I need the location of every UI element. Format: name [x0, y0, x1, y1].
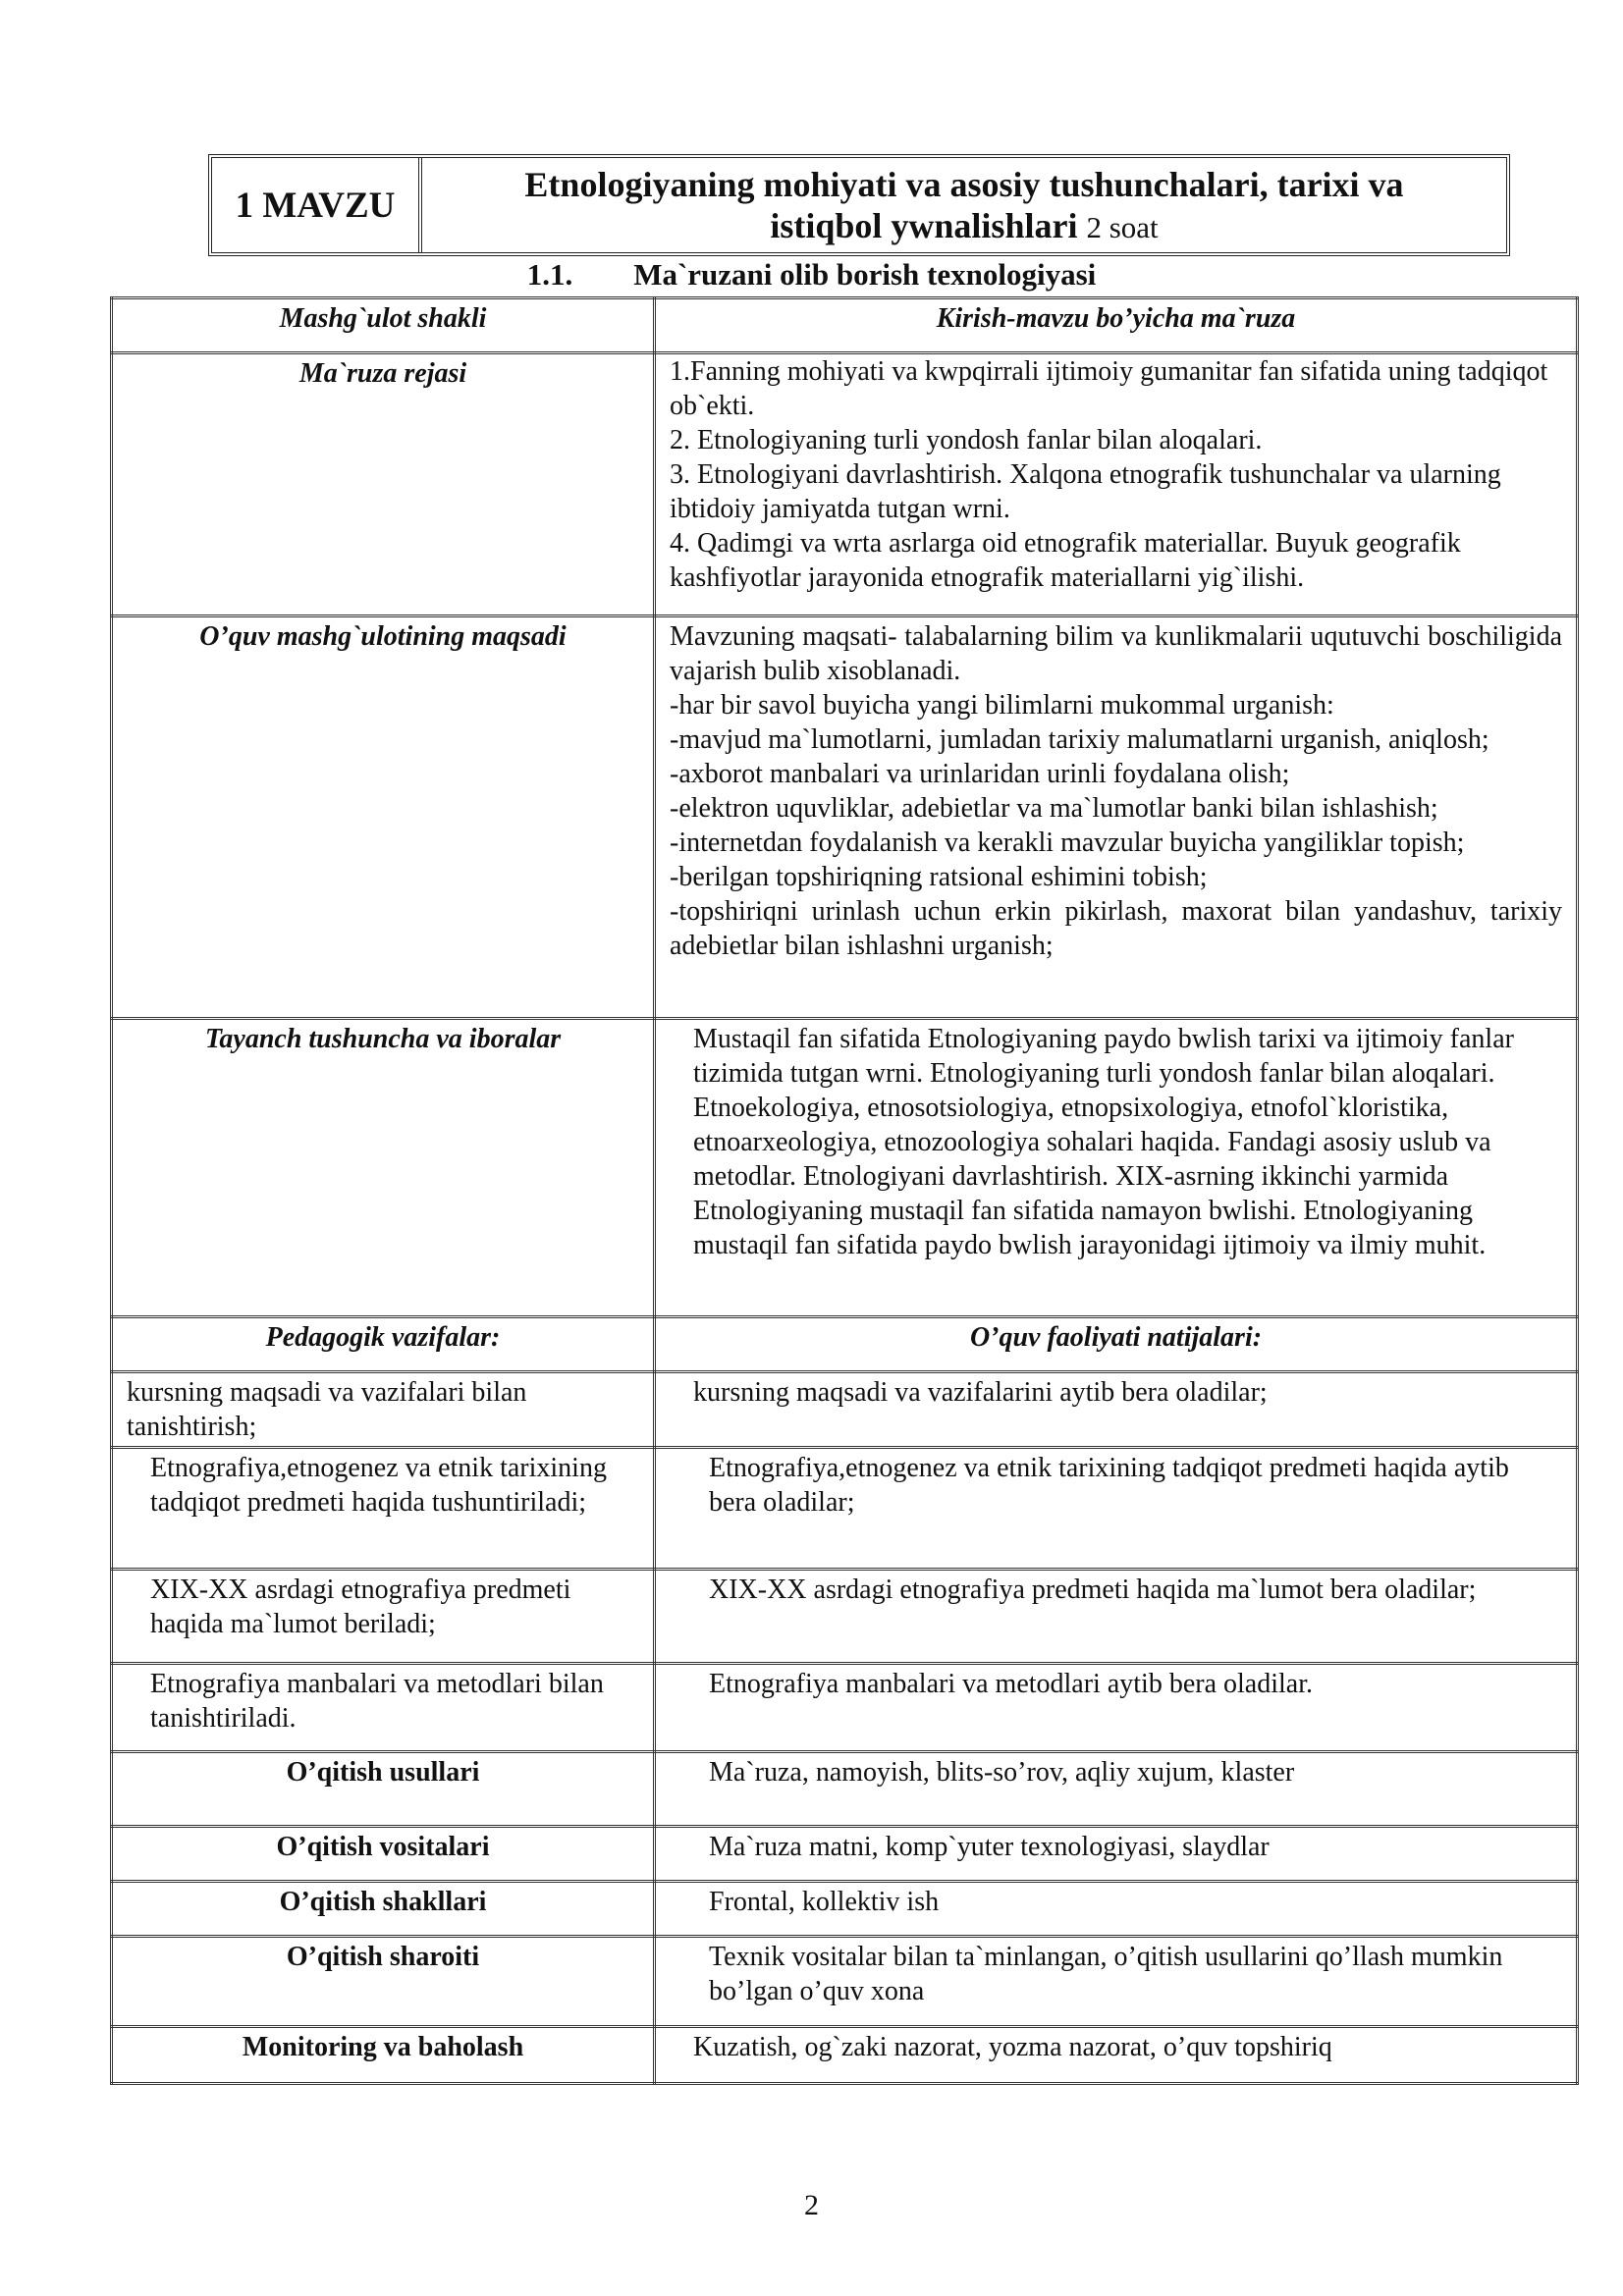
topic-hours: 2 soat	[1086, 210, 1159, 244]
learning-results-header: O’quv faoliyati natijalari:	[655, 1317, 1578, 1372]
topic-title	[422, 158, 1506, 252]
task-left: XIX-XX asrdagi etnografiya predmeti haqida ma`lumot beriladi;	[112, 1570, 655, 1664]
conditions-value: Texnik vositalar bilan ta`minlangan, o’qitish usullarini qo’llash mumkin bo’lgan o’quv xona	[655, 1937, 1578, 2027]
plan-item: 1.Fanning mohiyati va kwpqirrali ijtimoiy gumanitar fan sifatida uning tadqiqot ob`ekti.	[670, 356, 1548, 421]
monitoring-value: Kuzatish, og`zaki nazorat, yozma nazorat, o’quv topshiriq	[655, 2027, 1578, 2084]
task-left: kursning maqsadi va vazifalari bilan tanishtirish;	[112, 1372, 655, 1448]
forms-label: O’qitish shakllari	[112, 1882, 655, 1937]
methods-row	[112, 1752, 1578, 1827]
topic-title-line1: Etnologiyaning mohiyati va asosiy tushunchalari, tarixi va	[524, 165, 1404, 204]
goal-item: -axborot manbalari va urinlaridan urinli foydalana olish;	[670, 759, 1290, 789]
section-heading: Ma`ruzani olib borish texnologiyasi	[633, 257, 1097, 292]
goal-item: Mavzuning maqsati- talabalarning bilim va kunlikmalarii uqutuvchi boschiligida vajarish bulib xisoblanadi.	[670, 621, 1562, 686]
goal-item: -har bir savol buyicha yangi bilimlarni mukommal urganish:	[670, 690, 1334, 721]
goal-item: -internetdan foydalanish va kerakli mavzular buyicha yangiliklar topish;	[670, 828, 1465, 858]
means-label: O’qitish vositalari	[112, 1827, 655, 1882]
plan-item: 4. Qadimgi va wrta asrlarga oid etnografik materiallar. Buyuk geografik kashfiyotlar jarayonida etnografik materiallarni yig`ilishi.	[670, 528, 1461, 593]
header-form-label: Mashg`ulot shakli	[112, 298, 655, 353]
header-form-value: Kirish-mavzu bo’yicha ma`ruza	[655, 298, 1578, 353]
plan-row	[112, 353, 1578, 616]
plan-content	[655, 353, 1578, 616]
conditions-row	[112, 1937, 1578, 2027]
conditions-label: O’qitish sharoiti	[112, 1937, 655, 2027]
page-number: 2	[804, 2189, 819, 2221]
task-row	[112, 1664, 1578, 1752]
task-row	[112, 1448, 1578, 1570]
means-row	[112, 1827, 1578, 1882]
task-left: Etnografiya,etnogenez va etnik tarixining tadqiqot predmeti haqida tushuntiriladi;	[112, 1448, 655, 1570]
concepts-row	[112, 1019, 1578, 1317]
task-right: kursning maqsadi va vazifalarini aytib bera oladilar;	[655, 1372, 1578, 1448]
means-value: Ma`ruza matni, komp`yuter texnologiyasi, slaydlar	[655, 1827, 1578, 1882]
plan-item: 3. Etnologiyani davrlashtirish. Xalqona etnografik tushunchalar va ularning ibtidoiy jamiyatda tutgan wrni.	[670, 459, 1501, 524]
task-right: XIX-XX asrdagi etnografiya predmeti haqida ma`lumot bera oladilar;	[655, 1570, 1578, 1664]
goal-item: -topshiriqni urinlash uchun erkin pikirlash, maxorat bilan yandashuv, tarixiy adebietlar bilan ishlashni urganish;	[670, 896, 1562, 961]
monitoring-row	[112, 2027, 1578, 2084]
monitoring-label: Monitoring va baholash	[112, 2027, 655, 2084]
plan-item: 2. Etnologiyaning turli yondosh fanlar bilan aloqalari.	[670, 425, 1263, 455]
methods-label: O’qitish usullari	[112, 1752, 655, 1827]
forms-row	[112, 1882, 1578, 1937]
topic-title-line2: istiqbol ywnalishlari	[770, 206, 1078, 245]
task-row	[112, 1570, 1578, 1664]
section-number: 1.1.	[526, 257, 573, 292]
task-right: Etnografiya,etnogenez va etnik tarixining tadqiqot predmeti haqida aytib bera oladilar;	[655, 1448, 1578, 1570]
plan-label: Ma`ruza rejasi	[112, 353, 655, 616]
tasks-header-row	[112, 1317, 1578, 1372]
goal-item: -elektron uquvliklar, adebietlar va ma`lumotlar banki bilan ishlashish;	[670, 793, 1438, 824]
goal-label: O’quv mashg`ulotining maqsadi	[112, 616, 655, 1019]
table-header-row	[112, 298, 1578, 353]
goal-item: -berilgan topshiriqning ratsional eshimini tobish;	[670, 862, 1208, 892]
goal-content	[655, 616, 1578, 1019]
methods-value: Ma`ruza, namoyish, blits-so’rov, aqliy xujum, klaster	[655, 1752, 1578, 1827]
task-right: Etnografiya manbalari va metodlari aytib bera oladilar.	[655, 1664, 1578, 1752]
task-left: Etnografiya manbalari va metodlari bilan tanishtiriladi.	[112, 1664, 655, 1752]
section-title	[0, 257, 1623, 293]
topic-number: 1 MAVZU	[212, 158, 422, 252]
task-row	[112, 1372, 1578, 1448]
lecture-technology-table	[110, 296, 1579, 2085]
goal-item: -mavjud ma`lumotlarni, jumladan tarixiy malumatlarni urganish, aniqlosh;	[670, 724, 1489, 755]
topic-header-box	[208, 154, 1510, 256]
goal-row	[112, 616, 1578, 1019]
pedagogical-tasks-header: Pedagogik vazifalar:	[112, 1317, 655, 1372]
concepts-content: Mustaqil fan sifatida Etnologiyaning paydo bwlish tarixi va ijtimoiy fanlar tizimida tutgan wrni. Etnologiyaning turli yondosh fanlar bilan aloqalari. Etnoekologiya, etnosotsiologiya, etnopsixologiya, etnofol`kloristika, etnoarxeologiya, etnozoologiya sohalari haqida. Fandagi asosiy uslub va metodlar. Etnologiyani davrlashtirish. XIX-asrning ikkinchi yarmida Etnologiyaning mustaqil fan sifatida namayon bwlishi. Etnologiyaning mustaqil fan sifatida paydo bwlish jarayonidagi ijtimoiy va ilmiy muhit.	[655, 1019, 1578, 1317]
forms-value: Frontal, kollektiv ish	[655, 1882, 1578, 1937]
concepts-label: Tayanch tushuncha va iboralar	[112, 1019, 655, 1317]
